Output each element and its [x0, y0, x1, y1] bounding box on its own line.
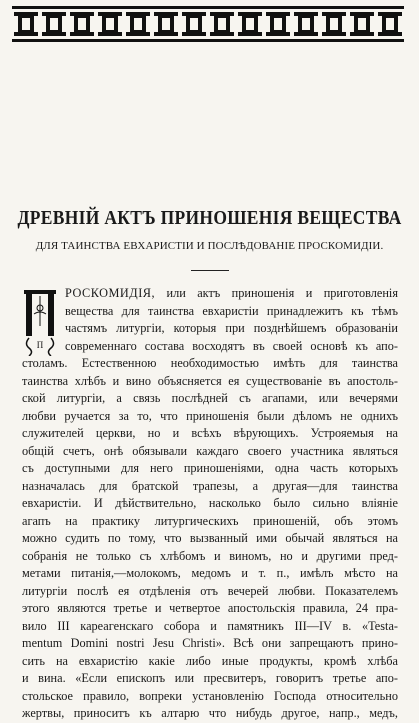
chapter-title: ДРЕВНІЙ АКТЪ ПРИНОШЕНІЯ ВЕЩЕСТВА [17, 205, 402, 229]
text-line-content: или актъ приношенія и приготовленія [155, 286, 398, 300]
first-word: РОСКОМИДІЯ, [65, 286, 156, 300]
text-line: съ доступными для него приношеніями, одна часть которыхъ [22, 461, 398, 475]
ornament-motif [98, 12, 122, 36]
ornament-motif [14, 12, 38, 36]
header-ornament-band [12, 6, 404, 42]
text-line: метами питанія,—молокомъ, медомъ и т. п., имѣлъ мѣсто на [22, 566, 398, 580]
text-line: и вина. «Если епископъ или пресвитеръ, говоритъ третье апо- [22, 671, 398, 685]
body-text [22, 285, 398, 723]
ornament-motif [350, 12, 374, 36]
ornament-motif [210, 12, 234, 36]
title-divider [191, 270, 229, 271]
text-line: агапъ на практику литургическихъ приношеній, объ этомъ [22, 513, 398, 528]
text-line: служителей церкви, но и всѣхъ вѣрующихъ. Устрояемыя на [22, 426, 398, 440]
ornament-motif [42, 12, 66, 36]
ornament-motif [126, 12, 150, 36]
text-line: современнаго состава восходятъ въ своей основѣ къ апо- [65, 338, 398, 353]
text-line: литургіи послѣ ея отдѣленія отъ вечерей любви. Показателемъ [22, 583, 398, 598]
text-line: вило III кареагенскаго собора и памятникъ III—IV в. «Testa- [22, 618, 398, 633]
text-line: можно судить по тому, что вызванный ими обычай являться на [22, 531, 398, 545]
ornament-motif [322, 12, 346, 36]
text-line: жертвы, приноситъ къ алтарю что нибудь другое, напр., медъ, [22, 706, 398, 720]
text-line: таинства хлѣбъ и вино объясняется ея существованіе въ апостоль- [22, 373, 398, 388]
text-line: назначалась для братской трапезы, а другая—для таинства [22, 478, 398, 493]
ornament-motif [266, 12, 290, 36]
text-line: собранія не только съ хлѣбомъ и виномъ, но и другими пред- [22, 548, 398, 563]
ornament-motif [70, 12, 94, 36]
text-line: mentum Domini nostri Jesu Christi». Всѣ они запрещаютъ прино- [22, 636, 398, 650]
text-line: этого являются третье и четвертое апостольскія правила, 24 пра- [22, 601, 398, 615]
chapter-subtitle: ДЛЯ ТАИНСТВА ЕВХАРИСТІИ И ПОСЛѢДОВАНІЕ ПРОСКОМИДІИ. [35, 240, 384, 252]
text-line: частямъ литургіи, которыя при позднѣйшемъ образованіи [65, 321, 398, 335]
text-line: вещества для таинства евхаристіи принадлежитъ къ тѣмъ [65, 303, 398, 318]
text-line: любви ручается за то, что приношенія были дѣломъ не однихъ [22, 408, 398, 423]
ornament-motif [238, 12, 262, 36]
text-line: евхаристіи. И дѣйствительно, насколько было сильно вліяніе [22, 496, 398, 510]
ornament-motif [378, 12, 402, 36]
text-line: ской литургіи, а связь послѣдней съ агапами, или вечерями [22, 391, 398, 405]
text-line: стольское правило, вопреки установленію Господа относительно [22, 688, 398, 703]
ornament-motif [154, 12, 178, 36]
ornament-motif [294, 12, 318, 36]
drop-cap-letter: П [36, 340, 44, 350]
text-line: столамъ. Естественною необходимостью имѣть для таинства [22, 356, 398, 370]
text-line: сить на евхаристію какіе либо иные продукты, кромѣ хлѣба [22, 653, 398, 668]
text-line: общій счетъ, онѣ обязывали каждаго своего участника являться [22, 443, 398, 458]
text-line [22, 285, 398, 303]
ornament-pattern-icon [12, 6, 404, 42]
ornament-motif [182, 12, 206, 36]
